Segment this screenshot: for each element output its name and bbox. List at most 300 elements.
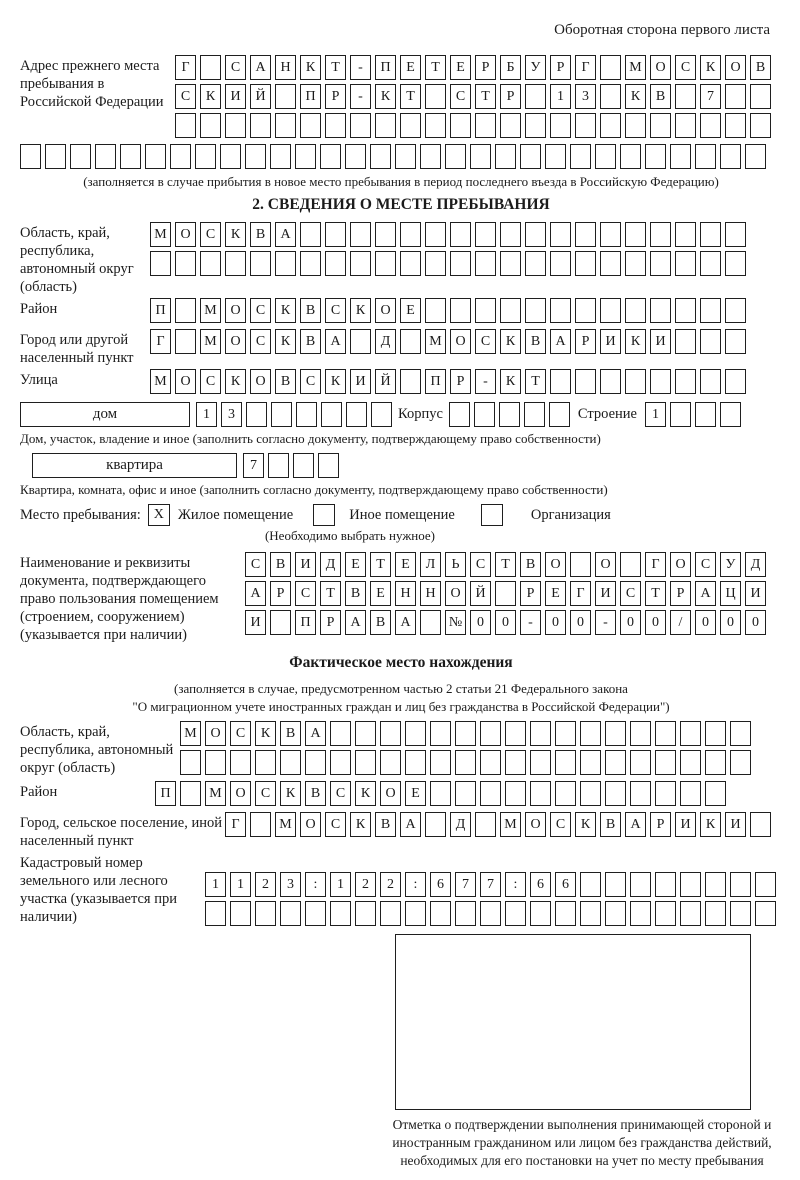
- char-cell[interactable]: Е: [545, 581, 566, 606]
- char-cell[interactable]: [330, 721, 351, 746]
- char-cell[interactable]: [400, 369, 421, 394]
- char-cell[interactable]: [245, 144, 266, 169]
- char-cell[interactable]: [620, 552, 641, 577]
- char-cell[interactable]: [695, 402, 716, 427]
- char-cell[interactable]: Т: [525, 369, 546, 394]
- char-cell[interactable]: [570, 552, 591, 577]
- char-cell[interactable]: 6: [430, 872, 451, 897]
- char-cell[interactable]: 0: [645, 610, 666, 635]
- char-cell[interactable]: 1: [205, 872, 226, 897]
- char-cell[interactable]: [475, 222, 496, 247]
- char-cell[interactable]: [175, 251, 196, 276]
- char-cell[interactable]: [705, 721, 726, 746]
- prev-address-row-1[interactable]: [175, 55, 775, 80]
- char-cell[interactable]: Н: [420, 581, 441, 606]
- char-cell[interactable]: [499, 402, 520, 427]
- char-cell[interactable]: [280, 901, 301, 926]
- char-cell[interactable]: 3: [221, 402, 242, 427]
- city-row[interactable]: [150, 329, 750, 354]
- char-cell[interactable]: [705, 901, 726, 926]
- char-cell[interactable]: [720, 402, 741, 427]
- char-cell[interactable]: К: [375, 84, 396, 109]
- char-cell[interactable]: [500, 298, 521, 323]
- char-cell[interactable]: [580, 872, 601, 897]
- char-cell[interactable]: [755, 872, 776, 897]
- char-cell[interactable]: В: [750, 55, 771, 80]
- char-cell[interactable]: [425, 113, 446, 138]
- char-cell[interactable]: [600, 55, 621, 80]
- char-cell[interactable]: Е: [370, 581, 391, 606]
- char-cell[interactable]: [575, 369, 596, 394]
- char-cell[interactable]: [400, 222, 421, 247]
- char-cell[interactable]: [725, 329, 746, 354]
- char-cell[interactable]: Л: [420, 552, 441, 577]
- char-cell[interactable]: [630, 901, 651, 926]
- char-cell[interactable]: К: [625, 84, 646, 109]
- char-cell[interactable]: [675, 298, 696, 323]
- char-cell[interactable]: [270, 144, 291, 169]
- char-cell[interactable]: В: [300, 329, 321, 354]
- char-cell[interactable]: О: [445, 581, 466, 606]
- char-cell[interactable]: [350, 222, 371, 247]
- char-cell[interactable]: И: [295, 552, 316, 577]
- char-cell[interactable]: [355, 901, 376, 926]
- char-cell[interactable]: [555, 750, 576, 775]
- char-cell[interactable]: [650, 369, 671, 394]
- char-cell[interactable]: 1: [550, 84, 571, 109]
- char-cell[interactable]: [525, 222, 546, 247]
- char-cell[interactable]: [675, 369, 696, 394]
- char-cell[interactable]: [655, 750, 676, 775]
- char-cell[interactable]: [725, 84, 746, 109]
- char-cell[interactable]: 7: [480, 872, 501, 897]
- char-cell[interactable]: Т: [645, 581, 666, 606]
- char-cell[interactable]: [655, 721, 676, 746]
- char-cell[interactable]: [220, 144, 241, 169]
- char-cell[interactable]: К: [325, 369, 346, 394]
- char-cell[interactable]: [549, 402, 570, 427]
- char-cell[interactable]: [575, 298, 596, 323]
- char-cell[interactable]: [595, 144, 616, 169]
- char-cell[interactable]: Н: [395, 581, 416, 606]
- char-cell[interactable]: [605, 872, 626, 897]
- char-cell[interactable]: А: [625, 812, 646, 837]
- char-cell[interactable]: С: [330, 781, 351, 806]
- char-cell[interactable]: [600, 251, 621, 276]
- char-cell[interactable]: [655, 901, 676, 926]
- char-cell[interactable]: [675, 222, 696, 247]
- char-cell[interactable]: [550, 222, 571, 247]
- char-cell[interactable]: В: [525, 329, 546, 354]
- char-cell[interactable]: С: [200, 222, 221, 247]
- char-cell[interactable]: [605, 901, 626, 926]
- char-cell[interactable]: [346, 402, 367, 427]
- char-cell[interactable]: С: [230, 721, 251, 746]
- char-cell[interactable]: В: [650, 84, 671, 109]
- char-cell[interactable]: [700, 251, 721, 276]
- ownership-doc-row-3[interactable]: [245, 610, 770, 635]
- char-cell[interactable]: [695, 144, 716, 169]
- char-cell[interactable]: Р: [520, 581, 541, 606]
- char-cell[interactable]: [625, 113, 646, 138]
- char-cell[interactable]: С: [325, 812, 346, 837]
- char-cell[interactable]: [700, 113, 721, 138]
- char-cell[interactable]: /: [670, 610, 691, 635]
- char-cell[interactable]: Г: [645, 552, 666, 577]
- char-cell[interactable]: К: [280, 781, 301, 806]
- char-cell[interactable]: [270, 610, 291, 635]
- char-cell[interactable]: [600, 369, 621, 394]
- char-cell[interactable]: У: [720, 552, 741, 577]
- char-cell[interactable]: [505, 781, 526, 806]
- char-cell[interactable]: Ц: [720, 581, 741, 606]
- char-cell[interactable]: [555, 901, 576, 926]
- char-cell[interactable]: 1: [330, 872, 351, 897]
- char-cell[interactable]: А: [305, 721, 326, 746]
- char-cell[interactable]: [345, 144, 366, 169]
- char-cell[interactable]: [525, 251, 546, 276]
- char-cell[interactable]: [275, 251, 296, 276]
- char-cell[interactable]: [550, 298, 571, 323]
- char-cell[interactable]: О: [595, 552, 616, 577]
- char-cell[interactable]: [645, 144, 666, 169]
- char-cell[interactable]: [20, 144, 41, 169]
- char-cell[interactable]: [230, 750, 251, 775]
- char-cell[interactable]: О: [205, 721, 226, 746]
- cadastral-row-2[interactable]: [205, 901, 780, 926]
- district-row[interactable]: [150, 298, 750, 323]
- char-cell[interactable]: [225, 251, 246, 276]
- char-cell[interactable]: В: [250, 222, 271, 247]
- char-cell[interactable]: В: [305, 781, 326, 806]
- char-cell[interactable]: [670, 402, 691, 427]
- char-cell[interactable]: [470, 144, 491, 169]
- char-cell[interactable]: [450, 298, 471, 323]
- char-cell[interactable]: Т: [400, 84, 421, 109]
- char-cell[interactable]: С: [225, 55, 246, 80]
- street-row[interactable]: [150, 369, 750, 394]
- char-cell[interactable]: [170, 144, 191, 169]
- region-row-2[interactable]: [150, 251, 750, 276]
- char-cell[interactable]: С: [550, 812, 571, 837]
- char-cell[interactable]: [380, 721, 401, 746]
- char-cell[interactable]: 7: [700, 84, 721, 109]
- char-cell[interactable]: К: [350, 812, 371, 837]
- char-cell[interactable]: 0: [495, 610, 516, 635]
- char-cell[interactable]: У: [525, 55, 546, 80]
- char-cell[interactable]: [120, 144, 141, 169]
- char-cell[interactable]: О: [670, 552, 691, 577]
- char-cell[interactable]: [505, 750, 526, 775]
- char-cell[interactable]: И: [600, 329, 621, 354]
- char-cell[interactable]: С: [295, 581, 316, 606]
- char-cell[interactable]: [705, 781, 726, 806]
- char-cell[interactable]: М: [150, 369, 171, 394]
- char-cell[interactable]: [271, 402, 292, 427]
- char-cell[interactable]: [320, 144, 341, 169]
- char-cell[interactable]: 3: [575, 84, 596, 109]
- char-cell[interactable]: С: [250, 298, 271, 323]
- char-cell[interactable]: [405, 901, 426, 926]
- char-cell[interactable]: [296, 402, 317, 427]
- char-cell[interactable]: [680, 872, 701, 897]
- char-cell[interactable]: С: [475, 329, 496, 354]
- char-cell[interactable]: С: [250, 329, 271, 354]
- char-cell[interactable]: [530, 750, 551, 775]
- char-cell[interactable]: [475, 251, 496, 276]
- char-cell[interactable]: [700, 298, 721, 323]
- char-cell[interactable]: М: [150, 222, 171, 247]
- char-cell[interactable]: [475, 298, 496, 323]
- char-cell[interactable]: [305, 901, 326, 926]
- char-cell[interactable]: 0: [470, 610, 491, 635]
- char-cell[interactable]: Д: [375, 329, 396, 354]
- char-cell[interactable]: [355, 721, 376, 746]
- char-cell[interactable]: [580, 721, 601, 746]
- char-cell[interactable]: [730, 750, 751, 775]
- char-cell[interactable]: С: [200, 369, 221, 394]
- checkbox-organization[interactable]: [481, 504, 503, 526]
- char-cell[interactable]: В: [370, 610, 391, 635]
- char-cell[interactable]: Й: [250, 84, 271, 109]
- char-cell[interactable]: С: [175, 84, 196, 109]
- char-cell[interactable]: [750, 84, 771, 109]
- char-cell[interactable]: О: [175, 369, 196, 394]
- char-cell[interactable]: [430, 781, 451, 806]
- char-cell[interactable]: [250, 812, 271, 837]
- char-cell[interactable]: В: [375, 812, 396, 837]
- char-cell[interactable]: П: [300, 84, 321, 109]
- char-cell[interactable]: [70, 144, 91, 169]
- char-cell[interactable]: [550, 251, 571, 276]
- prev-address-row-2[interactable]: [175, 84, 775, 109]
- char-cell[interactable]: А: [245, 581, 266, 606]
- char-cell[interactable]: [350, 251, 371, 276]
- char-cell[interactable]: [321, 402, 342, 427]
- char-cell[interactable]: Р: [670, 581, 691, 606]
- char-cell[interactable]: [580, 901, 601, 926]
- char-cell[interactable]: [450, 113, 471, 138]
- char-cell[interactable]: Й: [470, 581, 491, 606]
- char-cell[interactable]: [625, 222, 646, 247]
- char-cell[interactable]: [525, 298, 546, 323]
- char-cell[interactable]: [480, 781, 501, 806]
- char-cell[interactable]: [145, 144, 166, 169]
- char-cell[interactable]: 6: [555, 872, 576, 897]
- char-cell[interactable]: П: [150, 298, 171, 323]
- char-cell[interactable]: Р: [475, 55, 496, 80]
- char-cell[interactable]: В: [270, 552, 291, 577]
- char-cell[interactable]: С: [300, 369, 321, 394]
- char-cell[interactable]: [330, 901, 351, 926]
- char-cell[interactable]: 1: [196, 402, 217, 427]
- char-cell[interactable]: 3: [280, 872, 301, 897]
- stroenie-cells[interactable]: [645, 402, 745, 427]
- char-cell[interactable]: Г: [570, 581, 591, 606]
- char-cell[interactable]: Р: [650, 812, 671, 837]
- char-cell[interactable]: [650, 113, 671, 138]
- char-cell[interactable]: А: [395, 610, 416, 635]
- char-cell[interactable]: 1: [230, 872, 251, 897]
- char-cell[interactable]: [605, 721, 626, 746]
- char-cell[interactable]: В: [600, 812, 621, 837]
- char-cell[interactable]: А: [250, 55, 271, 80]
- char-cell[interactable]: [318, 453, 339, 478]
- char-cell[interactable]: [95, 144, 116, 169]
- char-cell[interactable]: [600, 113, 621, 138]
- char-cell[interactable]: 7: [243, 453, 264, 478]
- char-cell[interactable]: М: [425, 329, 446, 354]
- ownership-doc-row-2[interactable]: [245, 581, 770, 606]
- char-cell[interactable]: [500, 113, 521, 138]
- char-cell[interactable]: В: [520, 552, 541, 577]
- char-cell[interactable]: [225, 113, 246, 138]
- char-cell[interactable]: [370, 144, 391, 169]
- region-row-1[interactable]: [150, 222, 750, 247]
- char-cell[interactable]: 7: [455, 872, 476, 897]
- char-cell[interactable]: [430, 901, 451, 926]
- char-cell[interactable]: [600, 84, 621, 109]
- char-cell[interactable]: [425, 84, 446, 109]
- char-cell[interactable]: Т: [325, 55, 346, 80]
- char-cell[interactable]: П: [155, 781, 176, 806]
- house-number-cells[interactable]: [196, 402, 396, 427]
- char-cell[interactable]: [500, 222, 521, 247]
- char-cell[interactable]: [300, 251, 321, 276]
- char-cell[interactable]: [475, 812, 496, 837]
- char-cell[interactable]: [630, 721, 651, 746]
- char-cell[interactable]: [530, 901, 551, 926]
- char-cell[interactable]: К: [500, 329, 521, 354]
- char-cell[interactable]: [580, 781, 601, 806]
- char-cell[interactable]: 2: [355, 872, 376, 897]
- char-cell[interactable]: [675, 251, 696, 276]
- char-cell[interactable]: [200, 251, 221, 276]
- char-cell[interactable]: К: [575, 812, 596, 837]
- char-cell[interactable]: [175, 329, 196, 354]
- char-cell[interactable]: [705, 872, 726, 897]
- char-cell[interactable]: А: [275, 222, 296, 247]
- char-cell[interactable]: [275, 84, 296, 109]
- char-cell[interactable]: [630, 872, 651, 897]
- char-cell[interactable]: Р: [550, 55, 571, 80]
- char-cell[interactable]: [480, 901, 501, 926]
- char-cell[interactable]: [480, 721, 501, 746]
- char-cell[interactable]: Д: [450, 812, 471, 837]
- char-cell[interactable]: [650, 298, 671, 323]
- char-cell[interactable]: [280, 750, 301, 775]
- char-cell[interactable]: Б: [500, 55, 521, 80]
- char-cell[interactable]: [625, 298, 646, 323]
- char-cell[interactable]: [205, 750, 226, 775]
- char-cell[interactable]: В: [280, 721, 301, 746]
- char-cell[interactable]: Т: [320, 581, 341, 606]
- char-cell[interactable]: [580, 750, 601, 775]
- char-cell[interactable]: [725, 298, 746, 323]
- char-cell[interactable]: О: [250, 369, 271, 394]
- char-cell[interactable]: И: [595, 581, 616, 606]
- char-cell[interactable]: [450, 251, 471, 276]
- char-cell[interactable]: [655, 872, 676, 897]
- char-cell[interactable]: [505, 901, 526, 926]
- char-cell[interactable]: Т: [370, 552, 391, 577]
- char-cell[interactable]: И: [745, 581, 766, 606]
- char-cell[interactable]: К: [700, 812, 721, 837]
- char-cell[interactable]: [180, 781, 201, 806]
- char-cell[interactable]: [700, 329, 721, 354]
- char-cell[interactable]: Т: [475, 84, 496, 109]
- char-cell[interactable]: [255, 901, 276, 926]
- char-cell[interactable]: С: [245, 552, 266, 577]
- char-cell[interactable]: [600, 222, 621, 247]
- char-cell[interactable]: [455, 750, 476, 775]
- char-cell[interactable]: [495, 144, 516, 169]
- char-cell[interactable]: П: [425, 369, 446, 394]
- char-cell[interactable]: [325, 251, 346, 276]
- char-cell[interactable]: [455, 901, 476, 926]
- char-cell[interactable]: [605, 750, 626, 775]
- korpus-cells[interactable]: [449, 402, 574, 427]
- char-cell[interactable]: [293, 453, 314, 478]
- char-cell[interactable]: [449, 402, 470, 427]
- char-cell[interactable]: О: [725, 55, 746, 80]
- char-cell[interactable]: [605, 781, 626, 806]
- char-cell[interactable]: Ь: [445, 552, 466, 577]
- char-cell[interactable]: [405, 750, 426, 775]
- char-cell[interactable]: Т: [495, 552, 516, 577]
- char-cell[interactable]: [705, 750, 726, 775]
- char-cell[interactable]: [455, 781, 476, 806]
- char-cell[interactable]: [575, 251, 596, 276]
- char-cell[interactable]: К: [200, 84, 221, 109]
- char-cell[interactable]: Г: [150, 329, 171, 354]
- char-cell[interactable]: [325, 113, 346, 138]
- char-cell[interactable]: :: [305, 872, 326, 897]
- char-cell[interactable]: А: [325, 329, 346, 354]
- char-cell[interactable]: 0: [695, 610, 716, 635]
- char-cell[interactable]: А: [695, 581, 716, 606]
- char-cell[interactable]: [300, 113, 321, 138]
- char-cell[interactable]: [680, 781, 701, 806]
- char-cell[interactable]: 2: [255, 872, 276, 897]
- char-cell[interactable]: Р: [325, 84, 346, 109]
- char-cell[interactable]: 6: [530, 872, 551, 897]
- char-cell[interactable]: [455, 721, 476, 746]
- char-cell[interactable]: С: [675, 55, 696, 80]
- char-cell[interactable]: [750, 812, 771, 837]
- char-cell[interactable]: Р: [320, 610, 341, 635]
- char-cell[interactable]: [425, 298, 446, 323]
- char-cell[interactable]: [575, 222, 596, 247]
- char-cell[interactable]: [730, 721, 751, 746]
- char-cell[interactable]: Е: [400, 298, 421, 323]
- char-cell[interactable]: [300, 222, 321, 247]
- char-cell[interactable]: [680, 901, 701, 926]
- char-cell[interactable]: И: [350, 369, 371, 394]
- char-cell[interactable]: [630, 781, 651, 806]
- char-cell[interactable]: 0: [570, 610, 591, 635]
- char-cell[interactable]: [425, 251, 446, 276]
- char-cell[interactable]: [430, 721, 451, 746]
- actual-region-row-2[interactable]: [180, 750, 755, 775]
- char-cell[interactable]: [525, 84, 546, 109]
- char-cell[interactable]: [650, 222, 671, 247]
- char-cell[interactable]: Е: [345, 552, 366, 577]
- char-cell[interactable]: №: [445, 610, 466, 635]
- char-cell[interactable]: О: [545, 552, 566, 577]
- char-cell[interactable]: Р: [450, 369, 471, 394]
- char-cell[interactable]: [630, 750, 651, 775]
